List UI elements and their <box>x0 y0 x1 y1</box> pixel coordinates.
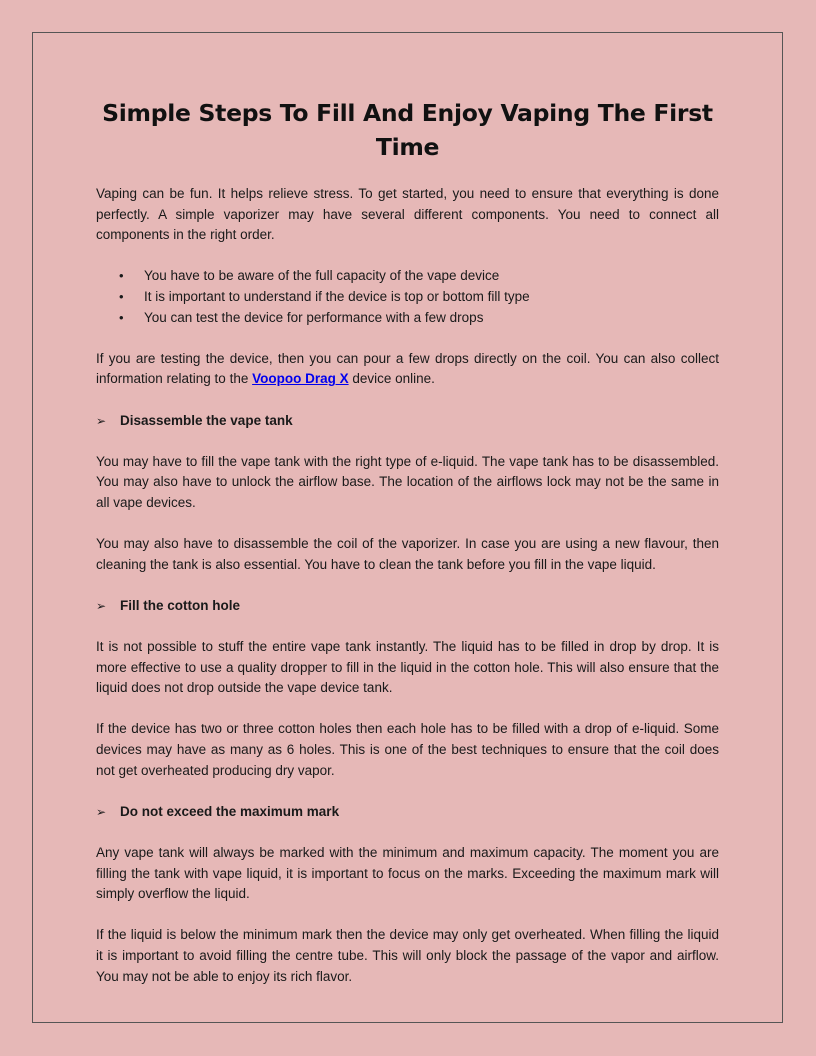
section-paragraph: If the liquid is below the minimum mark then the device may only get overheated. When filling the liquid it is important to avoid filling the centre tube. This will only block the passage of the vapor and airflow. You may not be able to enjoy its rich flavor. <box>96 927 719 984</box>
page-title: Simple Steps To Fill And Enjoy Vaping The First Time <box>102 99 713 161</box>
list-item <box>96 266 719 287</box>
arrow-bullet-icon: ➢ <box>96 413 107 428</box>
section-paragraph: You may also have to disassemble the coil of the vaporizer. In case you are using a new flavour, then cleaning the tank is also essential. You have to clean the tank before you fill in the vape liquid. <box>96 536 719 572</box>
section-heading-text: Fill the cotton hole <box>120 597 240 613</box>
list-item <box>96 308 719 329</box>
testing-paragraph <box>96 349 719 390</box>
section-paragraph: Any vape tank will always be marked with the minimum and maximum capacity. The moment you are filling the tank with vape liquid, it is important to focus on the marks. Exceeding the maximum mark will simply overflow the liquid. <box>96 845 719 902</box>
section-heading-maximum-mark <box>96 802 719 823</box>
bullet-icon: • <box>119 288 124 304</box>
section-paragraph: It is not possible to stuff the entire vape tank instantly. The liquid has to be filled in drop by drop. It is more effective to use a quality dropper to fill in the liquid in the cotton hole. This will also ensure that the liquid does not drop outside the vape device tank. <box>96 639 719 696</box>
intro-paragraph: Vaping can be fun. It helps relieve stress. To get started, you need to ensure that everything is done perfectly. A simple vaporizer may have several different components. You need to connect all components in the right order. <box>96 186 719 243</box>
section-heading-cotton-hole <box>96 596 719 617</box>
section-heading-text: Do not exceed the maximum mark <box>120 803 340 819</box>
section-paragraph: You may have to fill the vape tank with the right type of e-liquid. The vape tank has to be disassembled. You may also have to unlock the airflow base. The location of the airflows lock may not be the same in all vape devices. <box>96 453 719 510</box>
section-heading-disassemble <box>96 411 719 432</box>
bullet-icon: • <box>119 268 124 284</box>
list-item-text: You can test the device for performance with a few drops <box>144 309 484 325</box>
testing-text-before: If you are testing the device, then you can pour a few drops directly on the coil. You can also collect information relating to the <box>96 350 719 387</box>
document-body <box>96 96 719 1008</box>
section-paragraph: If the device has two or three cotton holes then each hole has to be filled with a drop of e-liquid. Some devices may have as many as 6 holes. This is one of the best techniques to ensure that the coil does not get overheated producing dry vapor. <box>96 721 719 778</box>
arrow-bullet-icon: ➢ <box>96 804 107 819</box>
bullet-list <box>96 266 719 328</box>
list-item-text: It is important to understand if the device is top or bottom fill type <box>144 288 530 304</box>
list-item <box>96 287 719 308</box>
voopoo-drag-x-link[interactable]: Voopoo Drag X <box>252 371 349 387</box>
testing-text-after: device online. <box>348 371 435 387</box>
section-heading-text: Disassemble the vape tank <box>120 412 293 428</box>
bullet-icon: • <box>119 309 124 325</box>
arrow-bullet-icon: ➢ <box>96 598 107 613</box>
list-item-text: You have to be aware of the full capacity of the vape device <box>144 268 500 284</box>
